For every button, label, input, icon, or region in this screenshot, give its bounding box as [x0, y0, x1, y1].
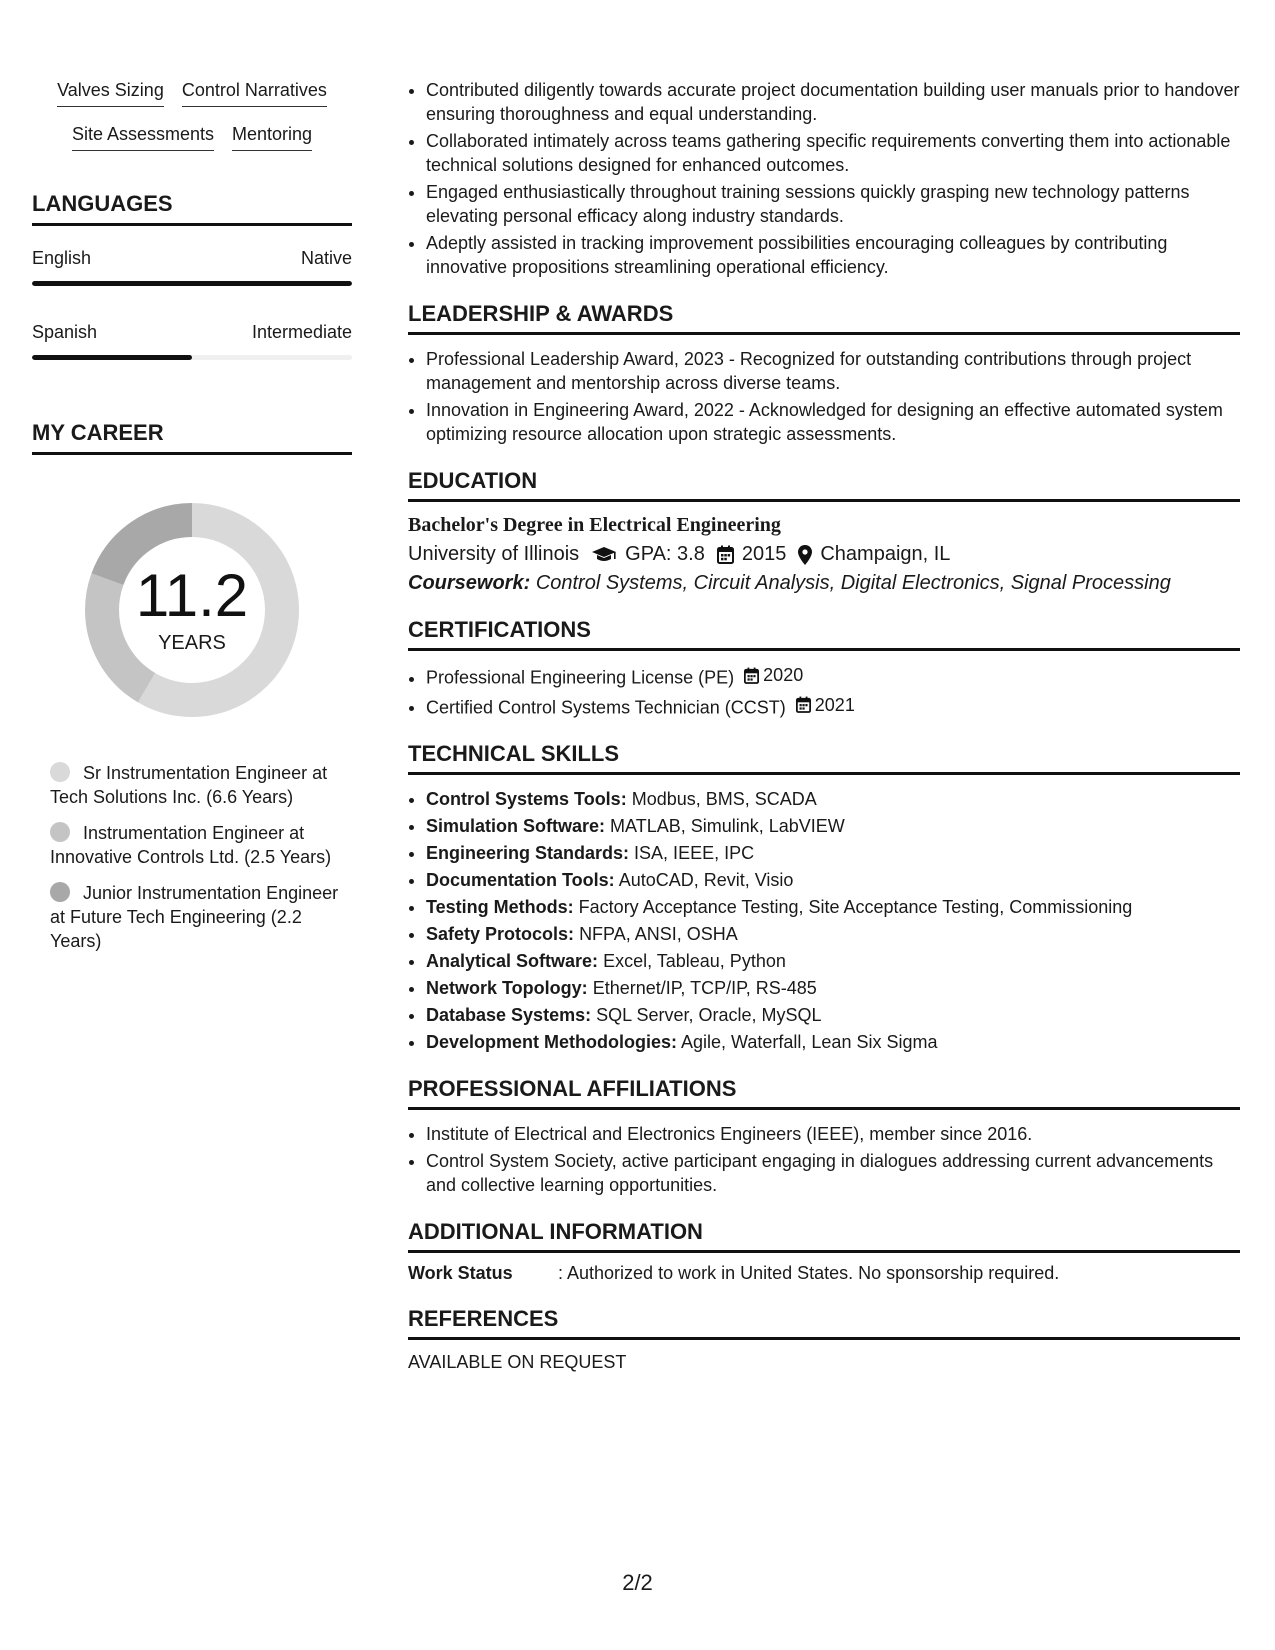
award-item: • Professional Leadership Award, 2023 - Recognized for outstanding contributions through project management and mentorship across diverse teams.: [426, 347, 1240, 395]
certifications-heading: CERTIFICATIONS: [408, 617, 1240, 651]
tech-skill-label: Engineering Standards:: [426, 843, 630, 863]
tech-skill-item: [426, 949, 1240, 973]
skill-tag: Site Assessments: [72, 124, 214, 151]
tech-skill-item: [426, 976, 1240, 1000]
education-location: Champaign, IL: [820, 543, 951, 565]
education-section: [408, 468, 1240, 595]
calendar-icon: [717, 545, 734, 564]
graduation-cap-icon: [591, 546, 617, 564]
tech-skill-value: Excel, Tableau, Python: [603, 951, 786, 971]
affiliations-heading: PROFESSIONAL AFFILIATIONS: [408, 1076, 1240, 1110]
language-row: [32, 322, 352, 343]
leadership-section: [408, 301, 1240, 446]
graduation-year: 2015: [741, 543, 787, 565]
tech-skill-item: [426, 787, 1240, 811]
language-level: Intermediate: [251, 322, 352, 342]
references-section: [408, 1306, 1240, 1373]
experience-bullet: • Collaborated intimately across teams gathering specific requirements converting them into actionable technical solutions designed for enhanced outcomes.: [426, 129, 1240, 177]
references-heading: REFERENCES: [408, 1306, 1240, 1340]
language-name: Spanish: [32, 322, 98, 342]
certification-name: Professional Engineering License (PE): [426, 667, 735, 688]
calendar-icon: [796, 696, 811, 713]
tech-skill-label: Testing Methods:: [426, 897, 574, 917]
additional-info-section: [408, 1219, 1240, 1284]
tech-skill-label: Database Systems:: [426, 1005, 592, 1025]
language-proficiency-fill: [32, 281, 352, 286]
gpa: GPA: 3.8: [625, 543, 705, 565]
affiliation-item: • Institute of Electrical and Electronics Engineers (IEEE), member since 2016.: [426, 1122, 1240, 1146]
tech-skill-item: [426, 868, 1240, 892]
career-item: [50, 821, 340, 869]
skill-tag: Mentoring: [232, 124, 312, 151]
page-number: 2/2: [622, 1570, 653, 1595]
languages-heading: LANGUAGES: [32, 191, 352, 226]
technical-skills-heading: TECHNICAL SKILLS: [408, 741, 1240, 775]
tech-skill-label: Control Systems Tools:: [426, 789, 627, 809]
language-proficiency-bar: [32, 355, 352, 360]
tech-skill-label: Safety Protocols:: [426, 924, 575, 944]
career-total-unit: YEARS: [158, 631, 226, 654]
coursework-list: Control Systems, Circuit Analysis, Digital Electronics, Signal Processing: [535, 572, 1171, 594]
legend-dot: [50, 882, 70, 902]
tech-skill-value: Modbus, BMS, SCADA: [631, 789, 817, 809]
affiliation-item: • Control System Society, active participant engaging in dialogues addressing current advancements and collective learning opportunities.: [426, 1149, 1240, 1197]
experience-bullet: • Contributed diligently towards accurate project documentation building user manuals prior to handover ensuring thoroughness and equal understanding.: [426, 78, 1240, 126]
tech-skill-value: Ethernet/IP, TCP/IP, RS-485: [592, 978, 817, 998]
certification-name: Certified Control Systems Technician (CCST): [426, 697, 786, 717]
certifications-section: [408, 617, 1240, 719]
career-donut: [77, 495, 307, 725]
tech-skill-value: AutoCAD, Revit, Visio: [618, 870, 794, 890]
legend-dot: [50, 822, 70, 842]
tech-skill-item: [426, 814, 1240, 838]
tech-skill-item: [426, 1030, 1240, 1054]
career-total-years: 11.2: [135, 561, 249, 629]
certification-year: 2021: [814, 694, 855, 715]
references-text: AVAILABLE ON REQUEST: [408, 1352, 627, 1372]
career-item: [50, 881, 340, 953]
affiliations-section: [408, 1076, 1240, 1197]
coursework-label: Coursework:: [408, 572, 531, 594]
experience-bullets: [408, 78, 1240, 279]
certification-year: 2020: [763, 665, 804, 685]
tech-skill-item: [426, 922, 1240, 946]
tech-skill-value: MATLAB, Simulink, LabVIEW: [610, 816, 845, 836]
career-item-text: Sr Instrumentation Engineer at Tech Solutions Inc. (6.6 Years): [50, 763, 328, 807]
leadership-heading: LEADERSHIP & AWARDS: [408, 301, 1240, 335]
career-item: [50, 761, 340, 809]
career-section: [32, 420, 352, 953]
education-meta: [408, 543, 1240, 566]
tech-skill-label: Analytical Software:: [426, 951, 599, 971]
skills-row: [32, 80, 352, 107]
school-name: University of Illinois: [408, 543, 580, 565]
skill-tag: Valves Sizing: [57, 80, 164, 107]
tech-skill-item: [426, 1003, 1240, 1027]
tech-skill-value: SQL Server, Oracle, MySQL: [596, 1005, 822, 1025]
technical-skills-section: [408, 741, 1240, 1054]
certification-item: [426, 663, 1240, 690]
education-heading: EDUCATION: [408, 468, 1240, 502]
languages-section: [32, 191, 352, 360]
tech-skill-value: Factory Acceptance Testing, Site Acceptance Testing, Commissioning: [578, 897, 1133, 917]
career-item-text: Junior Instrumentation Engineer at Future Tech Engineering (2.2 Years): [50, 883, 339, 951]
career-item-text: Instrumentation Engineer at Innovative Controls Ltd. (2.5 Years): [50, 823, 332, 867]
tech-skill-label: Development Methodologies:: [426, 1032, 678, 1052]
legend-dot: [50, 762, 70, 782]
calendar-icon: [744, 667, 759, 684]
career-legend: [50, 761, 340, 953]
language-row: [32, 248, 352, 269]
language-level: Native: [300, 248, 352, 268]
tech-skill-value: ISA, IEEE, IPC: [634, 843, 755, 863]
work-status-value: : Authorized to work in United States. No sponsorship required.: [558, 1263, 1060, 1283]
degree-title: Bachelor's Degree in Electrical Engineering: [408, 514, 781, 536]
language-name: English: [32, 248, 92, 268]
coursework: [408, 572, 1240, 595]
tech-skill-value: Agile, Waterfall, Lean Six Sigma: [681, 1032, 938, 1052]
language-proficiency-bar: [32, 281, 352, 286]
skill-tag: Control Narratives: [182, 80, 327, 107]
skills-row: [32, 124, 352, 151]
work-status-row: [408, 1263, 1240, 1284]
tech-skill-item: [426, 895, 1240, 919]
career-heading: MY CAREER: [32, 420, 352, 455]
award-item: • Innovation in Engineering Award, 2022 - Acknowledged for designing an effective automated system optimizing resource allocation upon strategic assessments.: [426, 398, 1240, 446]
tech-skill-value: NFPA, ANSI, OSHA: [579, 924, 738, 944]
certification-item: [426, 693, 1240, 720]
additional-info-heading: ADDITIONAL INFORMATION: [408, 1219, 1240, 1253]
tech-skill-label: Simulation Software:: [426, 816, 606, 836]
language-proficiency-fill: [32, 355, 192, 360]
sidebar: [32, 80, 352, 965]
tech-skill-item: [426, 841, 1240, 865]
tech-skill-label: Documentation Tools:: [426, 870, 615, 890]
map-marker-icon: [798, 545, 812, 565]
experience-bullet: • Adeptly assisted in tracking improvement possibilities encouraging colleagues by contributing innovative propositions streamlining operational efficiency.: [426, 231, 1240, 279]
work-status-label: Work Status: [408, 1263, 513, 1283]
main-content: [408, 78, 1240, 1373]
experience-bullet: • Engaged enthusiastically throughout training sessions quickly grasping new technology patterns elevating personal efficacy along industry standards.: [426, 180, 1240, 228]
tech-skill-label: Network Topology:: [426, 978, 588, 998]
